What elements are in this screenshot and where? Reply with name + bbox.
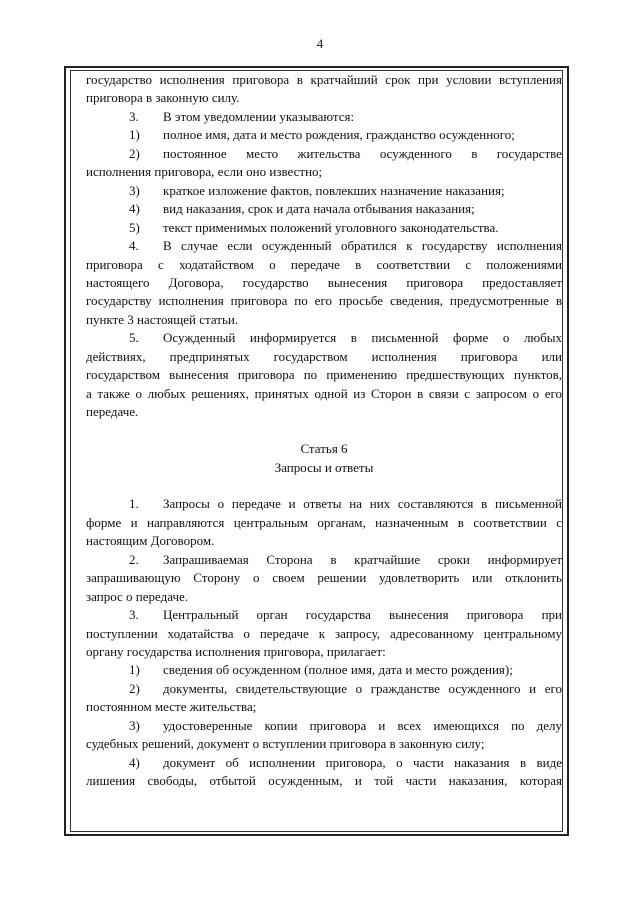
item-number: 5. <box>129 330 139 346</box>
text-line <box>86 532 562 550</box>
item-number: 2) <box>129 680 140 696</box>
line-text: приговора с ходатайством о передаче в соответствии с положениями <box>86 256 562 272</box>
line-text: судебных решений, документ о вступлении приговора в законную силу; <box>86 736 485 752</box>
text-line <box>86 403 562 421</box>
line-text: приговора в законную силу. <box>86 90 240 106</box>
text-line <box>86 329 562 347</box>
heading-line <box>86 459 562 477</box>
line-text: поступлении ходатайства о передаче к запросу, адресованному центральному <box>86 625 562 641</box>
line-text: настоящим Договором. <box>86 533 215 549</box>
line-text: органу государства исполнения приговора, прилагает: <box>86 644 386 660</box>
item-number: 3. <box>129 108 139 124</box>
line-text: государство исполнения приговора в кратчайший срок при условии вступления <box>86 72 562 87</box>
line-text: а также о любых решениях, принятых одной из Сторон в связи с запросом о его <box>86 385 562 401</box>
item-number: 4. <box>129 238 139 254</box>
line-text: Запросы и ответы <box>274 459 374 475</box>
line-text: В случае если осужденный обратился к государству исполнения <box>163 238 562 254</box>
line-text: государством вынесения приговора по применению предшествующих пунктов, <box>86 367 562 383</box>
item-number: 3) <box>129 182 140 198</box>
line-text: документ об исполнении приговора, о части наказания в виде <box>163 754 562 770</box>
line-text: форме и направляются центральным органам, назначенным в соответствии с <box>86 514 562 530</box>
line-text: Запрашиваемая Сторона в кратчайшие сроки информирует <box>163 551 562 567</box>
text-line <box>86 256 562 274</box>
item-number: 4) <box>129 201 140 217</box>
blank-line <box>86 422 562 440</box>
line-text: сведения об осужденном (полное имя, дата и место рождения); <box>163 662 513 678</box>
line-text: Запросы о передаче и ответы на них составляются в письменной <box>163 496 562 512</box>
line-text: постоянное место жительства осужденного в государстве <box>163 145 562 161</box>
text-line <box>86 661 562 679</box>
line-text: передаче. <box>86 404 139 420</box>
line-text: исполнения приговора, если оно известно; <box>86 164 323 180</box>
line-text: вид наказания, срок и дата начала отбывания наказания; <box>163 201 475 217</box>
line-text: краткое изложение фактов, повлекших назначение наказания; <box>163 182 505 198</box>
text-line <box>86 625 562 643</box>
text-line <box>86 495 562 513</box>
text-line <box>86 514 562 532</box>
line-text: Статья 6 <box>300 441 348 457</box>
text-line <box>86 145 562 163</box>
text-line <box>86 182 562 200</box>
document-body <box>86 71 562 791</box>
text-line <box>86 698 562 716</box>
text-line <box>86 237 562 255</box>
heading-line <box>86 440 562 458</box>
line-text: запрос о передаче. <box>86 588 189 604</box>
text-line <box>86 163 562 181</box>
text-line <box>86 680 562 698</box>
line-text: документы, свидетельствующие о гражданстве осужденного и его <box>163 680 562 696</box>
text-line <box>86 385 562 403</box>
line-text: государству исполнения приговора по его просьбе сведения, предусмотренные в <box>86 293 562 309</box>
text-line <box>86 108 562 126</box>
item-number: 3. <box>129 607 139 623</box>
item-number: 2. <box>129 551 139 567</box>
text-line <box>86 348 562 366</box>
text-line <box>86 588 562 606</box>
text-line <box>86 89 562 107</box>
text-line <box>86 274 562 292</box>
text-line <box>86 551 562 569</box>
text-line <box>86 772 562 790</box>
line-text: В этом уведомлении указываются: <box>163 108 355 124</box>
item-number: 5) <box>129 219 140 235</box>
line-text: лишения свободы, отбытой осужденным, и той части наказания, которая <box>86 773 562 789</box>
text-line <box>86 643 562 661</box>
line-text: Центральный орган государства вынесения приговора при <box>163 607 562 623</box>
item-number: 4) <box>129 754 140 770</box>
line-text: пункте 3 настоящей статьи. <box>86 311 239 327</box>
text-line <box>86 200 562 218</box>
text-line <box>86 71 562 89</box>
text-line <box>86 754 562 772</box>
item-number: 3) <box>129 717 140 733</box>
text-line <box>86 366 562 384</box>
item-number: 2) <box>129 145 140 161</box>
line-text: настоящего Договора, государство вынесения приговора предоставляет <box>86 274 562 290</box>
line-text: Осужденный информируется в письменной форме о любых <box>163 330 562 346</box>
text-line <box>86 606 562 624</box>
page-number: 4 <box>316 36 324 51</box>
line-text: запрашивающую Сторону о своем решении удовлетворить или отклонить <box>86 570 562 586</box>
item-number: 1. <box>129 496 139 512</box>
line-text: текст применимых положений уголовного законодательства. <box>163 219 499 235</box>
blank-line <box>86 477 562 495</box>
line-text: удостоверенные копии приговора и всех имеющихся по делу <box>163 717 562 733</box>
item-number: 1) <box>129 127 140 143</box>
text-line <box>86 219 562 237</box>
item-number: 1) <box>129 662 140 678</box>
line-text: постоянном месте жительства; <box>86 699 257 715</box>
text-line <box>86 311 562 329</box>
text-line <box>86 292 562 310</box>
text-line <box>86 717 562 735</box>
line-text: полное имя, дата и место рождения, гражданство осужденного; <box>163 127 515 143</box>
text-line <box>86 126 562 144</box>
line-text: действиях, предпринятых государством исполнения приговора или <box>86 348 562 364</box>
text-line <box>86 735 562 753</box>
text-line <box>86 569 562 587</box>
